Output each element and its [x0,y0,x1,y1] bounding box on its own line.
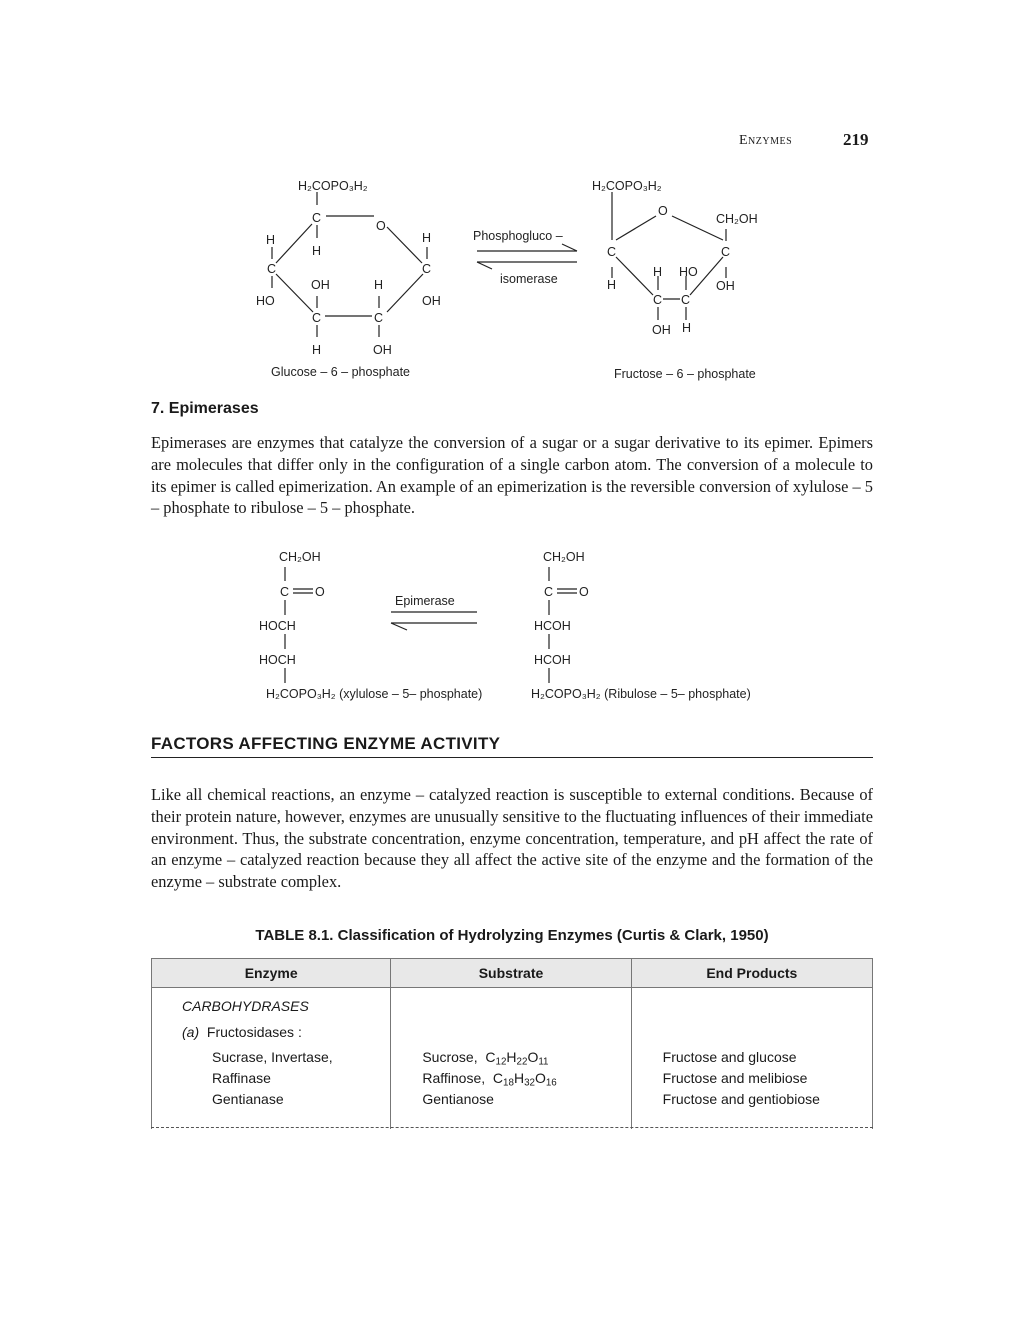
xylulose-ribulose-epimerase-diagram [255,545,775,705]
epimerase-label: Epimerase [395,594,455,608]
products-cell: Fructose and glucose [662,1049,797,1065]
formula-element: C [485,1049,496,1065]
header-enzyme: Enzyme [244,965,298,981]
ribulose-label: H₂COPO₃H₂ (Ribulose – 5– phosphate) [531,687,751,701]
xylulose-label: H₂COPO₃H₂ (xylulose – 5– phosphate) [266,687,483,701]
header-substrate: Substrate [390,959,630,987]
atom: OH [422,294,441,308]
substrate-cell [422,1070,556,1088]
fructose-label: Fructose – 6 – phosphate [614,367,756,381]
atom: C [312,311,322,325]
table-header-row [151,958,873,988]
atom: OH [652,323,671,337]
substrate-column [390,988,630,1129]
subgroup-name: Fructosidases : [206,1024,302,1040]
enzyme-cell: Sucrase, Invertase, [212,1049,333,1065]
products-cell: Fructose and gentiobiose [662,1091,820,1107]
carbonyl-o-left: O [315,585,325,599]
formula-element: O [534,1070,546,1086]
page-number: 219 [843,130,869,149]
table-caption: TABLE 8.1. Classification of Hydrolyzing Enzymes (Curtis & Clark, 1950) [255,927,769,944]
atom: C [721,245,731,259]
enzyme-column [152,988,390,1129]
ch2oh-left: CH₂OH [279,550,321,564]
section-heading-epimerases: 7. Epimerases [151,400,259,417]
carbonyl-c-left: C [280,585,290,599]
formula-subscript: 18 [503,1077,514,1089]
atom: C [607,245,617,259]
formula-subscript: 12 [495,1056,507,1068]
atom: H [374,278,384,292]
subgroup-marker: (a) [182,1024,200,1040]
running-head: Enzymes [739,133,793,148]
classification-table [151,958,873,1129]
hcoh-2: HCOH [534,653,571,667]
epimerases-paragraph: Epimerases are enzymes that catalyze the conversion of a sugar or a sugar derivative to its epimer. Epimers are molecules that differ only in the configuration of a single carbon atom. The conversion of a molecule to its epimer is called epimerization. An example of an epimerization is the reversible conversion of xylulose – 5 – phosphate to ribulose – 5 – phosphate. [151,433,873,518]
enzyme-name-bottom: isomerase [500,272,558,286]
atom: OH [311,278,330,292]
substrate-cell: Gentianose [422,1091,494,1107]
atom: H [312,343,322,357]
atom: C [422,262,432,276]
hoch-2: HOCH [259,653,296,667]
atom: HO [256,294,275,308]
group-label: CARBOHYDRASES [182,998,309,1014]
formula-element: C [492,1070,504,1086]
carbonyl-o-right: O [579,585,589,599]
glucose-phosphate-group: H₂COPO₃H₂ [298,179,368,193]
atom: OH [716,279,735,293]
hcoh-1: HCOH [534,619,571,633]
formula-subscript: 16 [545,1077,557,1089]
atom: C [374,311,384,325]
atom: H [422,231,432,245]
subgroup-label [182,1024,302,1040]
glucose-label: Glucose – 6 – phosphate [271,365,410,379]
atom: H [607,278,617,292]
carbonyl-c-right: C [544,585,554,599]
table-body [151,988,873,1129]
formula-subscript: 32 [524,1077,535,1089]
section-heading-factors: FACTORS AFFECTING ENZYME ACTIVITY [151,734,873,758]
formula-element: O [527,1049,539,1065]
formula [485,1049,549,1068]
hoch-1: HOCH [259,619,296,633]
substrate-name: Sucrose, [422,1049,478,1065]
atom: C [681,293,691,307]
fructose-phosphate-group: H₂COPO₃H₂ [592,179,662,193]
atom: C [653,293,663,307]
table-continuation-dashes [151,1127,873,1128]
formula-element: H [506,1049,517,1065]
atom: O [658,204,668,218]
factors-paragraph: Like all chemical reactions, an enzyme – catalyzed reaction is susceptible to external conditions. Because of their protein nature, however, enzymes are unusually sensitive to the fluctuating influences of their immediate environment. Thus, the substrate concentration, enzyme concentration, temperature, and pH affect the rate of an enzyme – catalyzed reaction because they all affect the active site of the enzyme and the formation of the enzyme – substrate complex. [151,785,873,892]
glucose-fructose-isomerase-diagram [240,172,800,387]
substrate-cell [422,1049,548,1067]
end-products-column [631,988,872,1129]
atom: H [653,265,663,279]
products-cell: Fructose and melibiose [662,1070,808,1086]
atom: C [267,262,277,276]
formula-subscript: 22 [516,1056,528,1068]
atom: HO [679,265,698,279]
enzyme-cell: Gentianase [212,1091,284,1107]
atom: H [312,244,322,258]
substrate-name: Raffinose, [422,1070,486,1086]
formula-subscript: 11 [538,1056,549,1068]
atom: OH [373,343,392,357]
header-end-products: End Products [631,959,872,987]
atom: C [312,211,322,225]
formula-element: H [513,1070,525,1086]
atom: H [266,233,276,247]
enzyme-cell: Raffinase [212,1070,271,1086]
formula [492,1070,557,1089]
atom: O [376,219,386,233]
atom: CH₂OH [716,212,758,226]
atom: H [682,321,692,335]
enzyme-name-top: Phosphogluco – [473,229,563,243]
ch2oh-right: CH₂OH [543,550,585,564]
